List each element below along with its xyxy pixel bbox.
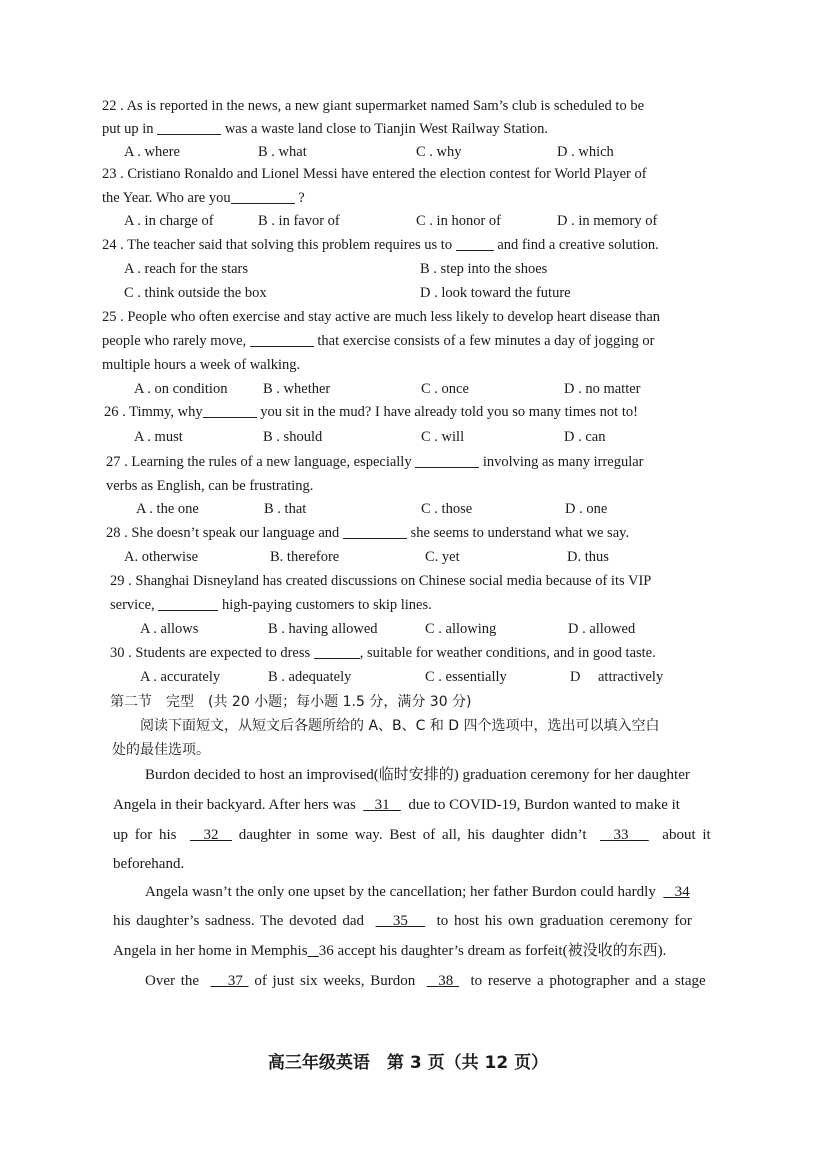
option-d: D . no matter [564,381,641,397]
question-23-line1: 23 . Cristiano Ronaldo and Lionel Messi have entered the election contest for World Player of [102,166,647,182]
option-d: D. thus [567,549,609,565]
blank-35: 35 [392,913,408,929]
question-24-line1: 24 . The teacher said that solving this problem requires us to and find a creative solution. [102,237,659,253]
option-d-letter: D [570,669,581,685]
option-b: B . adequately [268,669,352,685]
option-d: D . one [565,501,608,517]
answer-blank [343,524,407,539]
answer-blank [314,644,360,659]
answer-blank [158,596,218,611]
question-30-line1: 30 . Students are expected to dress , suitable for weather conditions, and in good taste. [110,645,656,661]
option-b: B . step into the shoes [420,261,548,277]
option-d-text: attractively [598,669,664,685]
option-d: D . allowed [568,621,636,637]
option-d: D . which [557,144,614,160]
option-b: B . having allowed [268,621,378,637]
option-d: D . look toward the future [420,285,571,301]
option-c: C . why [416,144,462,160]
option-a: A . where [124,144,180,160]
blank-36 [308,943,319,959]
passage-p3-line1: Over the 37 of just six weeks, Burdon 38 to reserve a photographer and a stage [145,973,706,989]
question-23-line2: the Year. Who are you ? [102,190,305,206]
question-29-line1: 29 . Shanghai Disneyland has created discussions on Chinese social media because of its VIP [110,573,652,589]
option-b: B . in favor of [258,213,340,229]
page-footer: 高三年级英语 第 3 页（共 12 页） [267,1053,549,1073]
question-25-line2: people who rarely move, that exercise consists of a few minutes a day of jogging or [102,333,655,349]
passage-p1-line1: Burdon decided to host an improvised(临时安排的) graduation ceremony for her daughter [145,767,690,783]
question-29-line2: service, high-paying customers to skip lines. [110,597,432,613]
option-b: B. therefore [270,549,340,565]
option-b: B . whether [263,381,331,397]
blank-37: 37 [227,973,243,989]
answer-blank [231,189,295,204]
option-a: A . in charge of [124,213,214,229]
option-a: A . on condition [134,381,228,397]
option-a: A . must [134,429,183,445]
option-c: C . allowing [425,621,497,637]
passage-p2-line3: Angela in her home in Memphis 36 accept his daughter’s dream as forfeit(被没收的东西). [113,943,667,959]
answer-blank [250,332,314,347]
option-a: A . the one [136,501,199,517]
passage-p1-line4: beforehand. [113,856,185,872]
option-c: C . think outside the box [124,285,267,301]
section-instruction-line2: 处的最佳选项。 [112,742,210,758]
option-b: B . what [258,144,307,160]
question-27-line2: verbs as English, can be frustrating. [106,478,314,494]
answer-blank [157,120,221,135]
option-c: C . will [421,429,465,445]
blank-32: 32 [203,827,219,843]
option-b: B . should [263,429,323,445]
option-a: A . accurately [140,669,221,685]
option-c: C . in honor of [416,213,501,229]
option-d: D . in memory of [557,213,658,229]
option-c: C. yet [425,549,460,565]
passage-p1-line2: Angela in their backyard. After hers was 31 due to COVID-19, Burdon wanted to make it [113,797,680,813]
section-heading: 第二节 完型 (共 20 小题；每小题 1.5 分，满分 30 分) [110,694,472,710]
question-25-line3: multiple hours a week of walking. [102,357,301,373]
passage-p2-line1: Angela wasn’t the only one upset by the cancellation; her father Burdon could hardly 34 [145,884,690,900]
option-a: A . reach for the stars [124,261,249,277]
question-28-line1: 28 . She doesn’t speak our language and she seems to understand what we say. [106,525,630,541]
blank-31: 31 [374,797,390,813]
option-a: A. otherwise [124,549,199,565]
blank-34: 34 [674,884,690,900]
answer-blank [203,403,257,418]
option-c: C . those [421,501,473,517]
option-d: D . can [564,429,606,445]
question-27-line1: 27 . Learning the rules of a new language, especially involving as many irregular [106,454,644,470]
option-c: C . once [421,381,469,397]
answer-blank [456,236,494,251]
section-instruction-line1: 阅读下面短文，从短文后各题所给的 A、B、C 和 D 四个选项中，选出可以填入空白 [140,718,660,734]
question-22-line1: 22 . As is reported in the news, a new giant supermarket named Sam’s club is scheduled to be [102,98,645,114]
answer-blank [415,453,479,468]
option-a: A . allows [140,621,199,637]
question-22-line2: put up in was a waste land close to Tianjin West Railway Station. [102,121,548,137]
option-b: B . that [264,501,307,517]
blank-33: 33 [613,827,629,843]
option-c: C . essentially [425,669,507,685]
question-25-line1: 25 . People who often exercise and stay active are much less likely to develop heart disease than [102,309,661,325]
passage-p2-line2: his daughter’s sadness. The devoted dad 35 to host his own graduation ceremony for [113,913,692,929]
passage-p1-line3: up for his 32 daughter in some way. Best of all, his daughter didn’t 33 about it [113,827,711,843]
question-26-line1: 26 . Timmy, why you sit in the mud? I have already told you so many times not to! [104,404,638,420]
blank-38: 38 [438,973,454,989]
